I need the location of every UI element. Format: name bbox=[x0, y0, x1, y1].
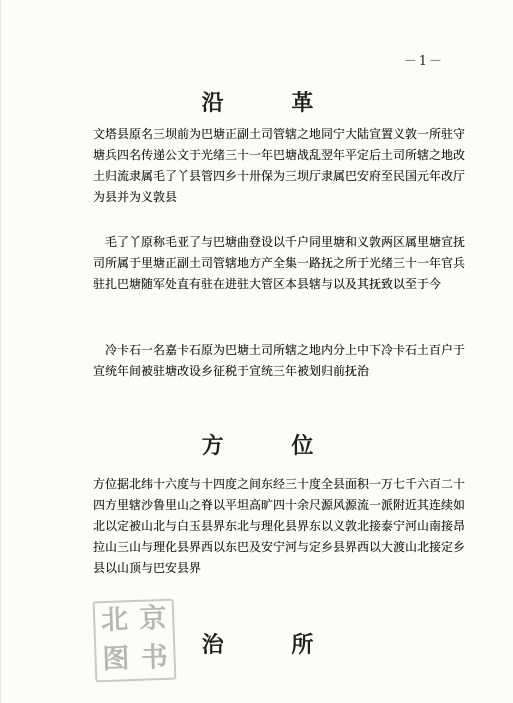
page-number: －1－ bbox=[403, 54, 444, 69]
history-paragraph-2: 毛了丫原称毛亚了与巴塘曲登设以千户同里塘和义敦两区属里塘宣抚司所属于里塘正副土司管辖地方产全集一路抚之所于光绪三十一年官兵驻扎巴塘随军处直有驻在进驻大管区本县辖与以及其抚致以至于今 bbox=[93, 235, 465, 291]
seal-char: 书 bbox=[140, 641, 169, 674]
seal-char: 北 bbox=[100, 604, 129, 637]
section-heading-administration: 治 所 bbox=[201, 632, 344, 658]
section-heading-position: 方 位 bbox=[201, 433, 344, 459]
seal-char: 京 bbox=[138, 602, 168, 635]
position-paragraph-1: 方位据北纬十六度与十四度之间东经三十度全县面积一万七千六百二十四方里辖沙鲁里山之脊以平坦高旷四十余尺源风源流一派附近其连续如北以定被山北与白玉县界东北与理化县界东以义敦北接泰宁河山南接昂拉山三山与理化县界西以东巴及安宁河与定乡县界西以大渡山北接定乡县以山顶与巴安县界 bbox=[93, 477, 465, 575]
history-paragraph-3: 冷卡石一名嘉卡石原为巴塘土司所辖之地内分上中下冷卡石土百户于宣统年间被驻塘改设乡征税于宣统三年被划归前抚治 bbox=[93, 343, 465, 378]
section-heading-history: 沿 革 bbox=[201, 90, 344, 116]
history-paragraph-1: 文塔县原名三坝前为巴塘正副土司管辖之地同宁大陆宣置义敦一所驻守塘兵四名传递公文于光绪三十一年巴塘战乱翌年平定后土司所辖之地改土归流隶属毛了丫县管四乡十卅保为三坝厅隶属巴安府至民国元年改厅为县并为义敦县 bbox=[93, 127, 465, 204]
seal-char: 图 bbox=[101, 642, 130, 675]
